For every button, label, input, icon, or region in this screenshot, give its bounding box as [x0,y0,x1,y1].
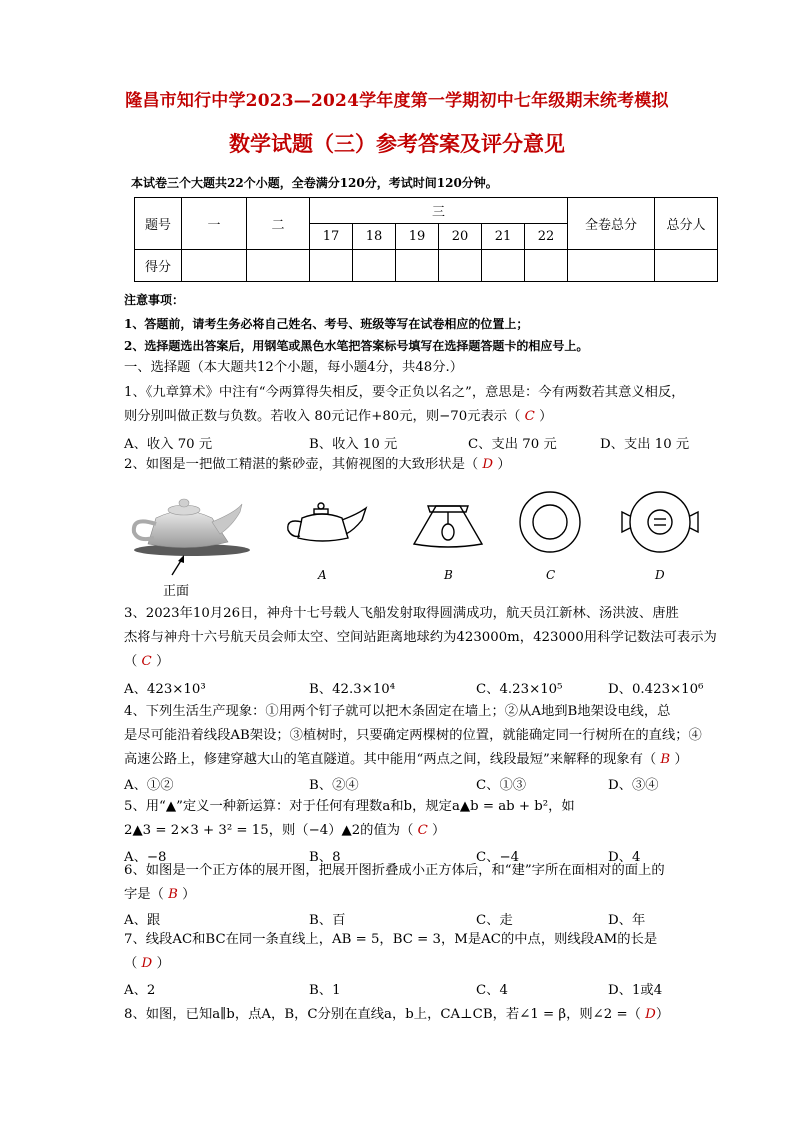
q7-answer: D [141,956,153,971]
option-d-label: D [655,568,665,582]
q1-option-d: D、支出 10 元 [600,437,690,452]
answer-key-title: 数学试题（三）参考答案及评分意见 [229,131,565,156]
score-cell [482,250,525,282]
note-2: 2、选择题选出答案后，用钢笔或黑色水笔把答案标号填写在选择题答题卡的相应号上。 [124,339,589,353]
q2-answer: D [482,457,494,472]
header-part-one: 一 [182,198,247,250]
header-q19: 19 [396,224,439,250]
exam-intro: 本试卷三个大题共22个小题，全卷满分120分，考试时间120分钟。 [131,176,498,190]
q1-text-line2: 则分别叫做正数与负数。若收入 80元记作+80元，则−70元表示（ C ） [124,409,553,424]
q1-option-a: A、收入 70 元 [124,437,213,452]
header-q17: 17 [310,224,353,250]
option-d-figure [620,490,700,554]
q4-option-c: C、①③ [476,778,527,793]
header-q20: 20 [439,224,482,250]
q7-option-d: D、1或4 [608,983,663,998]
score-cell [439,250,482,282]
option-b-figure [408,496,488,554]
note-1: 1、答题前，请考生务必将自己姓名、考号、班级等写在试卷相应的位置上； [124,317,529,331]
q3-text-line1: 3、2023年10月26日，神舟十七号载人飞船发射取得圆满成功，航天员江新林、汤洪波、唐胜 [124,606,679,621]
q4-option-b: B、②④ [309,778,359,793]
q2-text: 2、如图是一把做工精湛的紫砂壶，其俯视图的大致形状是（ D ） [124,457,511,472]
q3-option-d: D、0.423×10⁶ [608,682,704,697]
header-q21: 21 [482,224,525,250]
header-score: 得分 [135,250,182,282]
option-a-label: A [318,568,327,582]
q5-option-a: A、−8 [124,850,167,865]
q1-answer: C [524,409,535,424]
option-b-label: B [444,568,453,582]
header-total-score: 全卷总分 [568,198,655,250]
q4-option-a: A、①② [124,778,174,793]
q3-text-line2: 杰将与神舟十六号航天员会师太空、空间站距离地球约为423000m，423000用科学记数法可表示为 [124,630,717,645]
score-cell [568,250,655,282]
q1-option-c: C、支出 70 元 [468,437,557,452]
front-label: 正面 [163,584,190,599]
q5-answer: C [417,823,428,838]
q6-answer: B [168,887,178,902]
q3-option-c: C、4.23×10⁵ [476,682,563,697]
section-heading: 一、选择题（本大题共12个小题，每小题4分，共48分.） [124,360,464,375]
score-cell [353,250,396,282]
score-table [134,197,718,282]
exam-title: 隆昌市知行中学2023—2024学年度第一学期初中七年级期末统考模拟 [125,91,669,111]
option-c-figure [518,490,582,554]
q4-text-line3: 高速公路上，修建穿越大山的笔直隧道。其中能用“两点之间，线段最短”来解释的现象有（ B ） [124,752,688,767]
teapot-photo [124,482,254,562]
option-c-label: C [546,568,556,582]
q3-option-b: B、42.3×10⁴ [309,682,396,697]
q4-option-d: D、③④ [608,778,659,793]
q8-text: 8、如图，已知a∥b，点A，B，C分别在直线a，b上，CA⊥CB，若∠1 = β，则∠2 =（ D） [124,1007,670,1022]
q4-text-line2: 是尽可能沿着线段AB架设；③植树时，只要确定两棵树的位置，就能确定同一行树所在的直线；④ [124,728,702,743]
header-scorer: 总分人 [655,198,718,250]
q3-option-a: A、423×10³ [124,682,206,697]
header-part-three: 三 [310,198,568,224]
q6-option-b: B、百 [309,913,346,928]
q4-text-line1: 4、下列生活生产现象：①用两个钉子就可以把木条固定在墙上；②从A地到B地架设电线，总 [124,704,671,719]
q4-answer: B [660,752,671,767]
q5-option-b: B、8 [309,850,341,865]
score-cell [396,250,439,282]
q5-option-d: D、4 [608,850,641,865]
q5-option-c: C、−4 [476,850,520,865]
header-question-number: 题号 [135,198,182,250]
header-q22: 22 [525,224,568,250]
q3-text-line3: （ C ） [124,654,170,669]
option-a-figure [282,500,372,550]
q1-text-line1: 1、《九章算术》中注有“今两算得失相反，要令正负以名之”，意思是：今有两数若其意义相反， [124,385,685,400]
q6-option-c: C、走 [476,913,513,928]
q7-text-line2: （ D ） [124,956,170,971]
q6-option-d: D、年 [608,913,646,928]
score-cell [310,250,353,282]
q5-text-line2: 2▲3 = 2×3 + 3² = 15，则（−4）▲2的值为（ C ） [124,823,446,838]
score-cell [182,250,247,282]
q3-answer: C [141,654,152,669]
q7-option-b: B、1 [309,983,341,998]
q7-option-a: A、2 [124,983,156,998]
q7-option-c: C、4 [476,983,508,998]
score-cell [247,250,310,282]
q8-answer: D [645,1007,656,1022]
q6-option-a: A、跟 [124,913,161,928]
q5-text-line1: 5、用“▲”定义一种新运算：对于任何有理数a和b，规定a▲b = ab + b²，如 [124,799,575,814]
notes-title: 注意事项： [124,293,185,307]
q6-text-line1: 6、如图是一个正方体的展开图，把展开图折叠成小正方体后，和“建”字所在面相对的面上的 [124,863,665,878]
score-cell [525,250,568,282]
header-part-two: 二 [247,198,310,250]
q7-text-line1: 7、线段AC和BC在同一条直线上，AB = 5，BC = 3，M是AC的中点，则线段AM的长是 [124,932,658,947]
q1-option-b: B、收入 10 元 [309,437,398,452]
header-q18: 18 [353,224,396,250]
front-arrow-icon [168,555,188,577]
q6-text-line2: 字是（ B ） [124,887,196,902]
score-cell [655,250,718,282]
